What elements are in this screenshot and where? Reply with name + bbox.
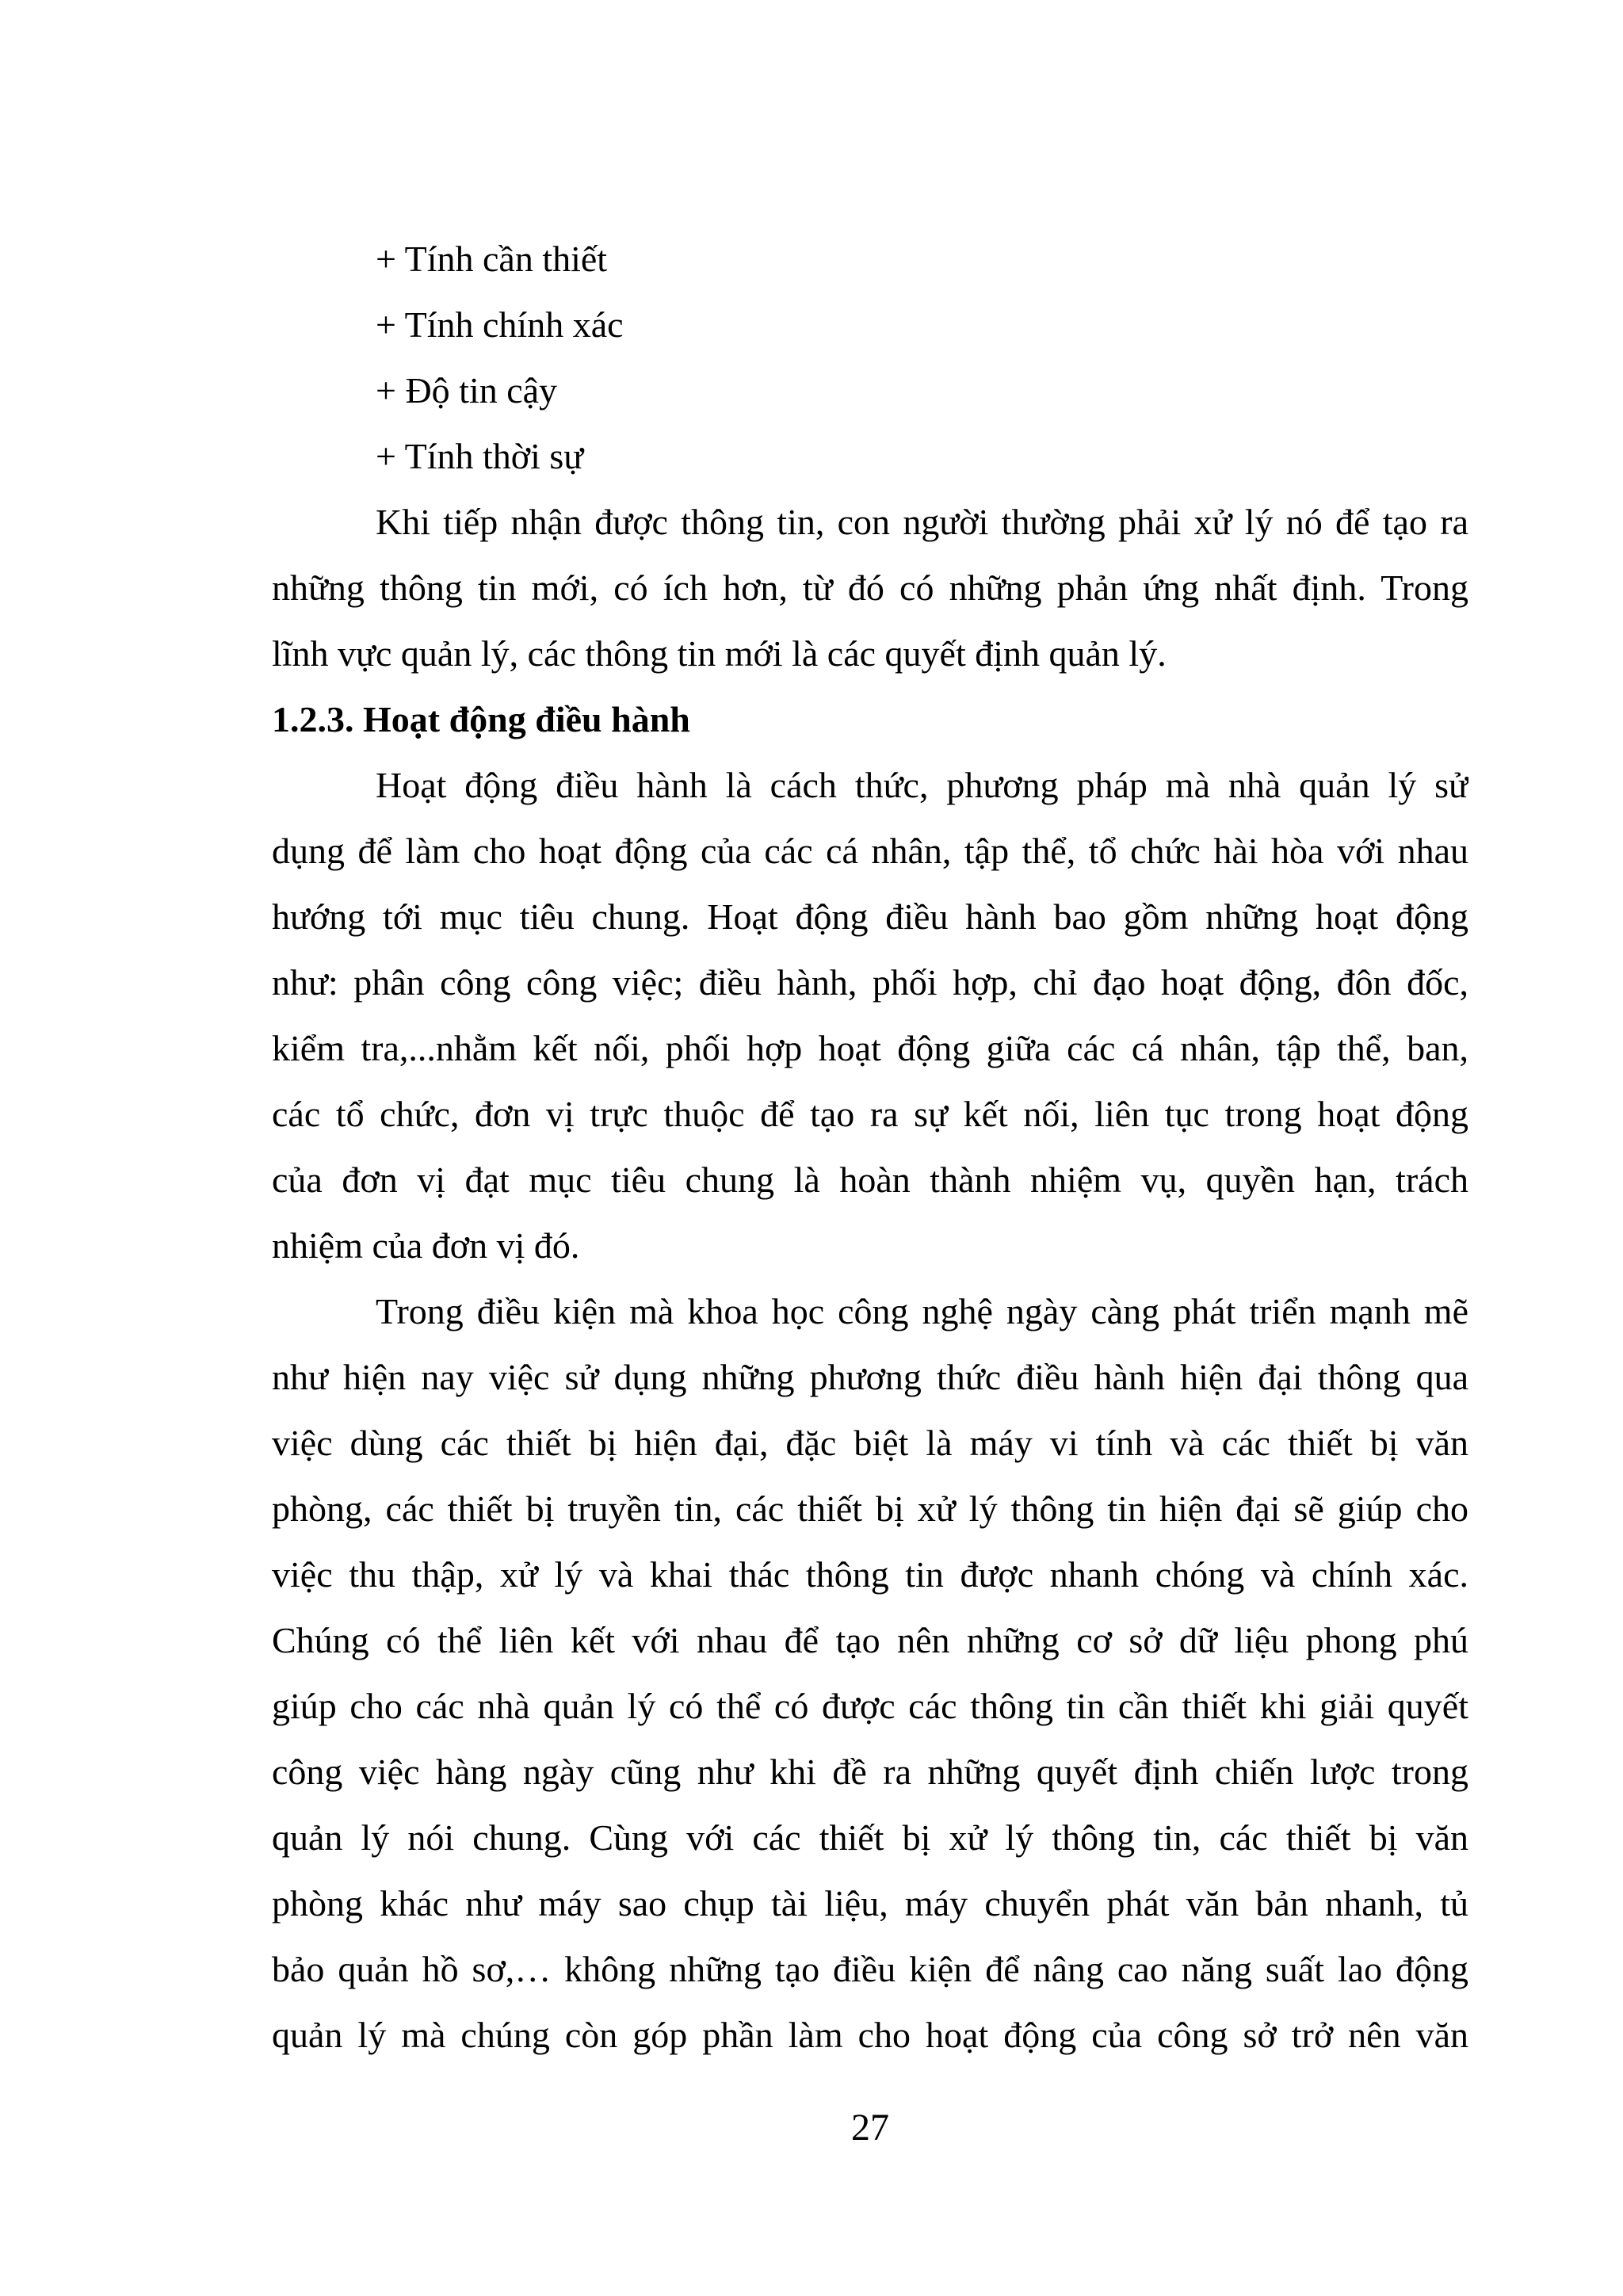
- text-line: việc thu thập, xử lý và khai thác thông tin được nhanh chóng và chính xác.: [272, 1554, 1468, 1595]
- text-line: giúp cho các nhà quản lý có thể có được các thông tin cần thiết khi giải quyết: [272, 1686, 1468, 1726]
- text-line: kiểm tra,...nhằm kết nối, phối hợp hoạt động giữa các cá nhân, tập thể, ban,: [272, 1028, 1468, 1068]
- text-line: hướng tới mục tiêu chung. Hoạt động điều hành bao gồm những hoạt động: [272, 896, 1468, 937]
- text-line: lĩnh vực quản lý, các thông tin mới là các quyết định quản lý.: [272, 633, 1167, 674]
- text-line: những thông tin mới, có ích hơn, từ đó có những phản ứng nhất định. Trong: [272, 567, 1468, 608]
- text-line: bảo quản hồ sơ,… không những tạo điều kiện để nâng cao năng suất lao động: [272, 1949, 1468, 1989]
- text-line: dụng để làm cho hoạt động của các cá nhân, tập thể, tổ chức hài hòa với nhau: [272, 831, 1468, 871]
- section-heading: 1.2.3. Hoạt động điều hành: [272, 699, 690, 739]
- page-number: 27: [851, 2107, 889, 2149]
- text-line: công việc hàng ngày cũng như khi đề ra những quyết định chiến lược trong: [272, 1752, 1468, 1792]
- bullet-line: + Tính thời sự: [376, 436, 584, 476]
- text-line: phòng, các thiết bị truyền tin, các thiết bị xử lý thông tin hiện đại sẽ giúp cho: [272, 1488, 1468, 1529]
- text-line: Trong điều kiện mà khoa học công nghệ ngày càng phát triển mạnh mẽ: [376, 1291, 1468, 1331]
- text-line: quản lý mà chúng còn góp phần làm cho hoạt động của công sở trở nên văn: [272, 2015, 1468, 2055]
- bullet-line: + Tính chính xác: [376, 304, 624, 345]
- text-line: phòng khác như máy sao chụp tài liệu, máy chuyển phát văn bản nhanh, tủ: [272, 1883, 1468, 1924]
- text-line: quản lý nói chung. Cùng với các thiết bị xử lý thông tin, các thiết bị văn: [272, 1817, 1468, 1858]
- text-line: nhiệm của đơn vị đó.: [272, 1225, 580, 1266]
- bullet-line: + Độ tin cậy: [376, 370, 558, 411]
- text-line: các tổ chức, đơn vị trực thuộc để tạo ra sự kết nối, liên tục trong hoạt động: [272, 1094, 1468, 1134]
- text-line: như: phân công công việc; điều hành, phối hợp, chỉ đạo hoạt động, đôn đốc,: [272, 962, 1468, 1003]
- bullet-line: + Tính cần thiết: [376, 239, 608, 279]
- text-line: như hiện nay việc sử dụng những phương thức điều hành hiện đại thông qua: [272, 1357, 1468, 1397]
- text-line: của đơn vị đạt mục tiêu chung là hoàn thành nhiệm vụ, quyền hạn, trách: [272, 1159, 1468, 1200]
- text-line: Hoạt động điều hành là cách thức, phương pháp mà nhà quản lý sử: [376, 765, 1468, 805]
- text-line: Chúng có thể liên kết với nhau để tạo nên những cơ sở dữ liệu phong phú: [272, 1620, 1468, 1660]
- text-line: Khi tiếp nhận được thông tin, con người thường phải xử lý nó để tạo ra: [376, 502, 1468, 542]
- text-line: việc dùng các thiết bị hiện đại, đặc biệt là máy vi tính và các thiết bị văn: [272, 1423, 1468, 1463]
- page-body-text: [272, 226, 1468, 2068]
